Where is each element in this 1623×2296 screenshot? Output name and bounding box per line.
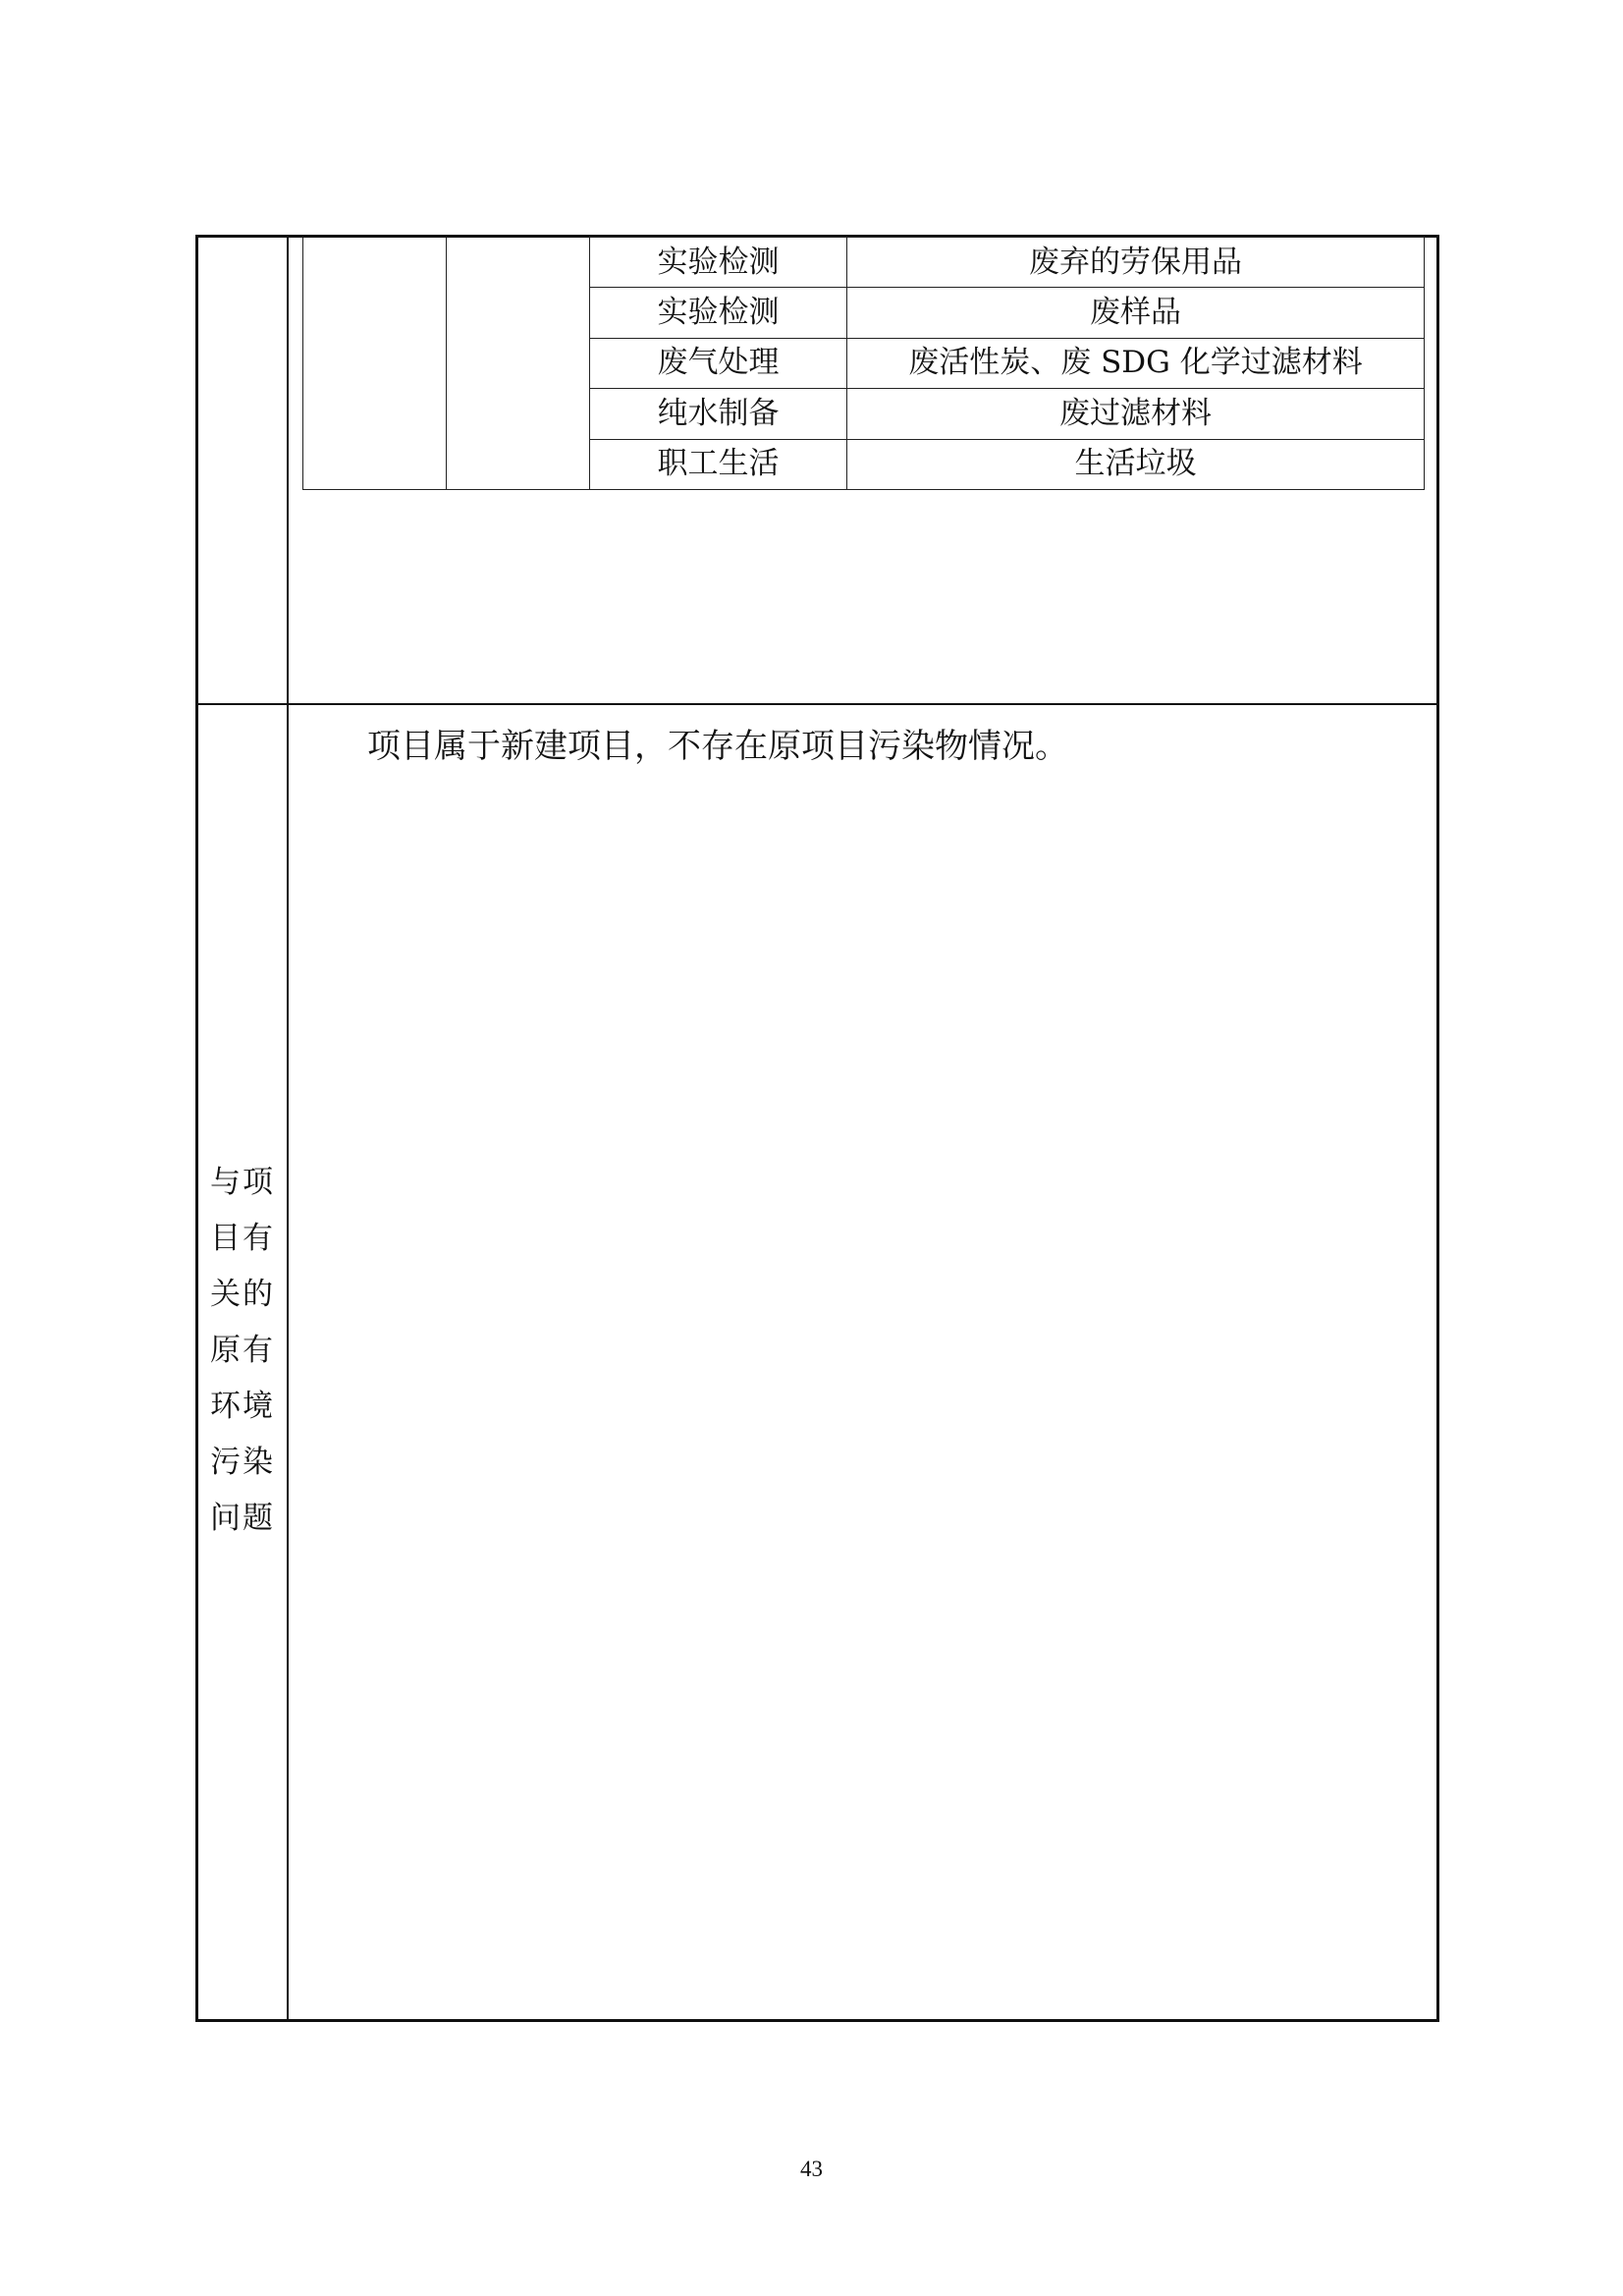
label-column-divider [287, 235, 289, 2022]
solid-waste-table [302, 237, 1425, 490]
process-cell: 职工生活 [590, 439, 847, 489]
page-number: 43 [800, 2157, 823, 2181]
waste-cell: 废样品 [847, 288, 1425, 338]
section-divider [195, 703, 1439, 705]
process-cell: 实验检测 [590, 288, 847, 338]
section-label: 与项目有关的原有环境污染问题 [210, 1165, 275, 1536]
report-form-frame [195, 235, 1439, 2022]
process-cell: 纯水制备 [590, 389, 847, 439]
section-content: 项目属于新建项目，不存在原项目污染物情况。 [367, 727, 1068, 766]
merged-blank-cell [303, 238, 447, 490]
waste-cell: 废弃的劳保用品 [847, 238, 1425, 288]
process-cell: 废气处理 [590, 338, 847, 388]
waste-cell: 废活性炭、废 SDG 化学过滤材料 [847, 338, 1425, 388]
merged-blank-cell [447, 238, 590, 490]
waste-cell: 生活垃圾 [847, 439, 1425, 489]
process-cell: 实验检测 [590, 238, 847, 288]
waste-cell: 废过滤材料 [847, 389, 1425, 439]
table-row [303, 238, 1425, 288]
